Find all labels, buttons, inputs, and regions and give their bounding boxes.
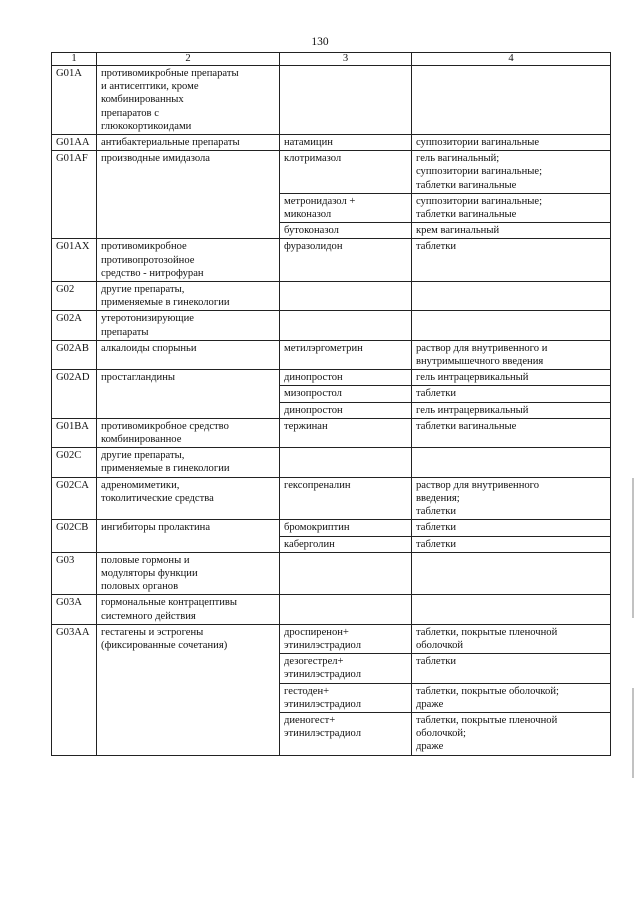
- cell-line: производные имидазола: [101, 153, 210, 165]
- cell-line: таблетки вагинальные: [416, 209, 517, 221]
- table-row: [52, 66, 611, 135]
- atc-code-cell: G02: [52, 282, 97, 311]
- scan-edge-mark: [632, 688, 634, 778]
- drug-name-cell: [280, 654, 412, 683]
- cell-line: метилэргометрин: [284, 342, 363, 354]
- group-name-cell: [97, 135, 280, 151]
- group-name-cell: [97, 418, 280, 447]
- atc-code-cell: G02AB: [52, 340, 97, 369]
- drug-name-cell: [280, 151, 412, 194]
- atc-code-cell: G01AX: [52, 239, 97, 282]
- group-name-cell: [97, 282, 280, 311]
- cell-line: токолитические средства: [101, 492, 214, 504]
- group-name-cell: [97, 311, 280, 340]
- cell-line: этинилэстрадиол: [284, 728, 361, 740]
- dosage-form-cell: [412, 712, 611, 755]
- table-row: [52, 151, 611, 194]
- cell-line: глюкокортикоидами: [101, 120, 192, 132]
- group-name-cell: [97, 477, 280, 520]
- drug-name-cell: [280, 683, 412, 712]
- drug-name-cell: [280, 239, 412, 282]
- cell-line: драже: [416, 741, 444, 753]
- drug-name-cell: [280, 282, 412, 311]
- header-cell-2: 2: [97, 53, 280, 66]
- dosage-form-cell: [412, 654, 611, 683]
- dosage-form-cell: [412, 520, 611, 536]
- atc-code-cell: G02A: [52, 311, 97, 340]
- dosage-form-cell: [412, 311, 611, 340]
- drug-name-cell: [280, 311, 412, 340]
- table-row: [52, 239, 611, 282]
- cell-line: гормональные контрацептивы: [101, 597, 238, 609]
- page-number: 130: [311, 36, 329, 48]
- cell-line: суппозитории вагинальные;: [416, 195, 543, 207]
- cell-line: таблетки, покрытые оболочкой;: [416, 685, 559, 697]
- cell-line: применяемые в гинекологии: [101, 297, 230, 309]
- drug-name-cell: [280, 223, 412, 239]
- group-name-cell: [97, 239, 280, 282]
- dosage-form-cell: [412, 683, 611, 712]
- cell-line: миконазол: [284, 209, 332, 221]
- dosage-form-cell: [412, 477, 611, 520]
- table-row: [52, 448, 611, 477]
- drug-name-cell: [280, 520, 412, 536]
- dosage-form-cell: [412, 595, 611, 624]
- cell-line: таблетки: [416, 241, 457, 253]
- header-row: [52, 53, 611, 66]
- header-cell-3: 3: [280, 53, 412, 66]
- header-cell-4: 4: [412, 53, 611, 66]
- atc-code-cell: G03AA: [52, 624, 97, 755]
- cell-line: гель интрацервикальный: [416, 404, 529, 416]
- cell-line: противомикробное: [101, 241, 187, 253]
- dosage-form-cell: [412, 370, 611, 386]
- cell-line: комбинированных: [101, 94, 184, 106]
- cell-line: противопротозойное: [101, 254, 195, 266]
- cell-line: таблетки: [416, 506, 457, 518]
- atc-code-cell: G01BA: [52, 418, 97, 447]
- table-row: [52, 282, 611, 311]
- cell-line: антибактериальные препараты: [101, 137, 240, 149]
- cell-line: динопростон: [284, 404, 343, 416]
- drug-name-cell: [280, 418, 412, 447]
- group-name-cell: [97, 448, 280, 477]
- cell-line: таблетки: [416, 388, 457, 400]
- cell-line: и антисептики, кроме: [101, 81, 199, 93]
- cell-line: средство - нитрофуран: [101, 267, 204, 279]
- dosage-form-cell: [412, 282, 611, 311]
- group-name-cell: [97, 66, 280, 135]
- cell-line: этинилэстрадиол: [284, 669, 361, 681]
- cell-line: гель вагинальный;: [416, 153, 500, 165]
- group-name-cell: [97, 552, 280, 595]
- cell-line: этинилэстрадиол: [284, 639, 361, 651]
- cell-line: мизопростол: [284, 388, 342, 400]
- table-row: [52, 520, 611, 536]
- drug-name-cell: [280, 66, 412, 135]
- cell-line: простагландины: [101, 372, 176, 384]
- group-name-cell: [97, 624, 280, 755]
- table-row: [52, 477, 611, 520]
- cell-line: адреномиметики,: [101, 479, 180, 491]
- dosage-form-cell: [412, 66, 611, 135]
- cell-line: таблетки, покрытые пленочной: [416, 626, 558, 638]
- cell-line: препаратов с: [101, 107, 159, 119]
- cell-line: оболочкой: [416, 639, 464, 651]
- cell-line: бромокриптин: [284, 522, 350, 534]
- cell-line: противомикробные препараты: [101, 68, 239, 79]
- group-name-cell: [97, 340, 280, 369]
- cell-line: (фиксированные сочетания): [101, 639, 228, 651]
- atc-code-cell: G02CB: [52, 520, 97, 552]
- cell-line: другие препараты,: [101, 284, 185, 296]
- cell-line: противомикробное средство: [101, 420, 229, 432]
- drug-name-cell: [280, 448, 412, 477]
- table-row: [52, 311, 611, 340]
- cell-line: алкалоиды спорыньи: [101, 342, 197, 354]
- dosage-form-cell: [412, 448, 611, 477]
- cell-line: крем вагинальный: [416, 225, 500, 237]
- cell-line: бутоконазол: [284, 225, 339, 237]
- cell-line: гестоден+: [284, 685, 330, 697]
- drug-name-cell: [280, 386, 412, 402]
- drug-name-cell: [280, 595, 412, 624]
- cell-line: этинилэстрадиол: [284, 698, 361, 710]
- cell-line: ингибиторы пролактина: [101, 522, 211, 534]
- atc-code-cell: G02AD: [52, 370, 97, 419]
- cell-line: препараты: [101, 326, 149, 338]
- dosage-form-cell: [412, 386, 611, 402]
- cell-line: модуляторы функции: [101, 567, 198, 579]
- drug-name-cell: [280, 536, 412, 552]
- drug-name-cell: [280, 712, 412, 755]
- cell-line: таблетки: [416, 538, 457, 550]
- dosage-form-cell: [412, 536, 611, 552]
- cell-line: таблетки: [416, 522, 457, 534]
- dosage-form-cell: [412, 552, 611, 595]
- dosage-form-cell: [412, 418, 611, 447]
- dosage-form-cell: [412, 624, 611, 653]
- cell-line: гестагены и эстрогены: [101, 626, 204, 638]
- dosage-form-cell: [412, 151, 611, 194]
- cell-line: суппозитории вагинальные: [416, 137, 540, 149]
- atc-code-cell: G02C: [52, 448, 97, 477]
- cell-line: метронидазол +: [284, 195, 356, 207]
- dosage-form-cell: [412, 223, 611, 239]
- cell-line: комбинированное: [101, 434, 182, 446]
- cell-line: таблетки вагинальные: [416, 179, 517, 191]
- cell-line: половых органов: [101, 581, 179, 593]
- group-name-cell: [97, 520, 280, 552]
- table-row: [52, 418, 611, 447]
- table-row: [52, 595, 611, 624]
- cell-line: дроспиренон+: [284, 626, 349, 638]
- header-cell-1: 1: [52, 53, 97, 66]
- atc-code-cell: G03: [52, 552, 97, 595]
- cell-line: динопростон: [284, 372, 343, 384]
- cell-line: гель интрацервикальный: [416, 372, 529, 384]
- drug-name-cell: [280, 477, 412, 520]
- drug-name-cell: [280, 402, 412, 418]
- cell-line: раствор для внутривенного и: [416, 342, 548, 354]
- cell-line: суппозитории вагинальные;: [416, 166, 543, 178]
- cell-line: таблетки: [416, 656, 457, 668]
- group-name-cell: [97, 151, 280, 239]
- cell-line: гексопреналин: [284, 479, 351, 491]
- cell-line: оболочкой;: [416, 728, 466, 740]
- cell-line: применяемые в гинекологии: [101, 463, 230, 475]
- cell-line: внутримышечного введения: [416, 356, 544, 368]
- dosage-form-cell: [412, 193, 611, 222]
- cell-line: таблетки вагинальные: [416, 420, 517, 432]
- cell-line: раствор для внутривенного: [416, 479, 540, 491]
- drug-name-cell: [280, 135, 412, 151]
- cell-line: системного действия: [101, 610, 196, 622]
- atc-code-cell: G02CA: [52, 477, 97, 520]
- cell-line: фуразолидон: [284, 241, 343, 253]
- cell-line: дезогестрел+: [284, 656, 344, 668]
- atc-code-cell: G03A: [52, 595, 97, 624]
- table-row: [52, 624, 611, 653]
- atc-code-cell: G01AF: [52, 151, 97, 239]
- dosage-form-cell: [412, 239, 611, 282]
- cell-line: другие препараты,: [101, 450, 185, 462]
- table-row: [52, 340, 611, 369]
- atc-code-cell: G01A: [52, 66, 97, 135]
- table-row: [52, 135, 611, 151]
- drug-classification-table: [51, 52, 611, 756]
- cell-line: таблетки, покрытые пленочной: [416, 714, 558, 726]
- cell-line: утеротонизирующие: [101, 313, 194, 325]
- cell-line: тержинан: [284, 420, 328, 432]
- scan-edge-mark: [632, 478, 634, 618]
- cell-line: диеногест+: [284, 714, 336, 726]
- drug-name-cell: [280, 370, 412, 386]
- dosage-form-cell: [412, 135, 611, 151]
- dosage-form-cell: [412, 340, 611, 369]
- cell-line: драже: [416, 698, 444, 710]
- cell-line: клотримазол: [284, 153, 342, 165]
- dosage-form-cell: [412, 402, 611, 418]
- atc-code-cell: G01AA: [52, 135, 97, 151]
- group-name-cell: [97, 370, 280, 419]
- cell-line: натамицин: [284, 137, 333, 149]
- cell-line: введения;: [416, 492, 460, 504]
- table-row: [52, 370, 611, 386]
- cell-line: каберголин: [284, 538, 335, 550]
- drug-name-cell: [280, 552, 412, 595]
- drug-name-cell: [280, 193, 412, 222]
- table-row: [52, 552, 611, 595]
- drug-name-cell: [280, 340, 412, 369]
- drug-name-cell: [280, 624, 412, 653]
- group-name-cell: [97, 595, 280, 624]
- cell-line: половые гормоны и: [101, 554, 190, 566]
